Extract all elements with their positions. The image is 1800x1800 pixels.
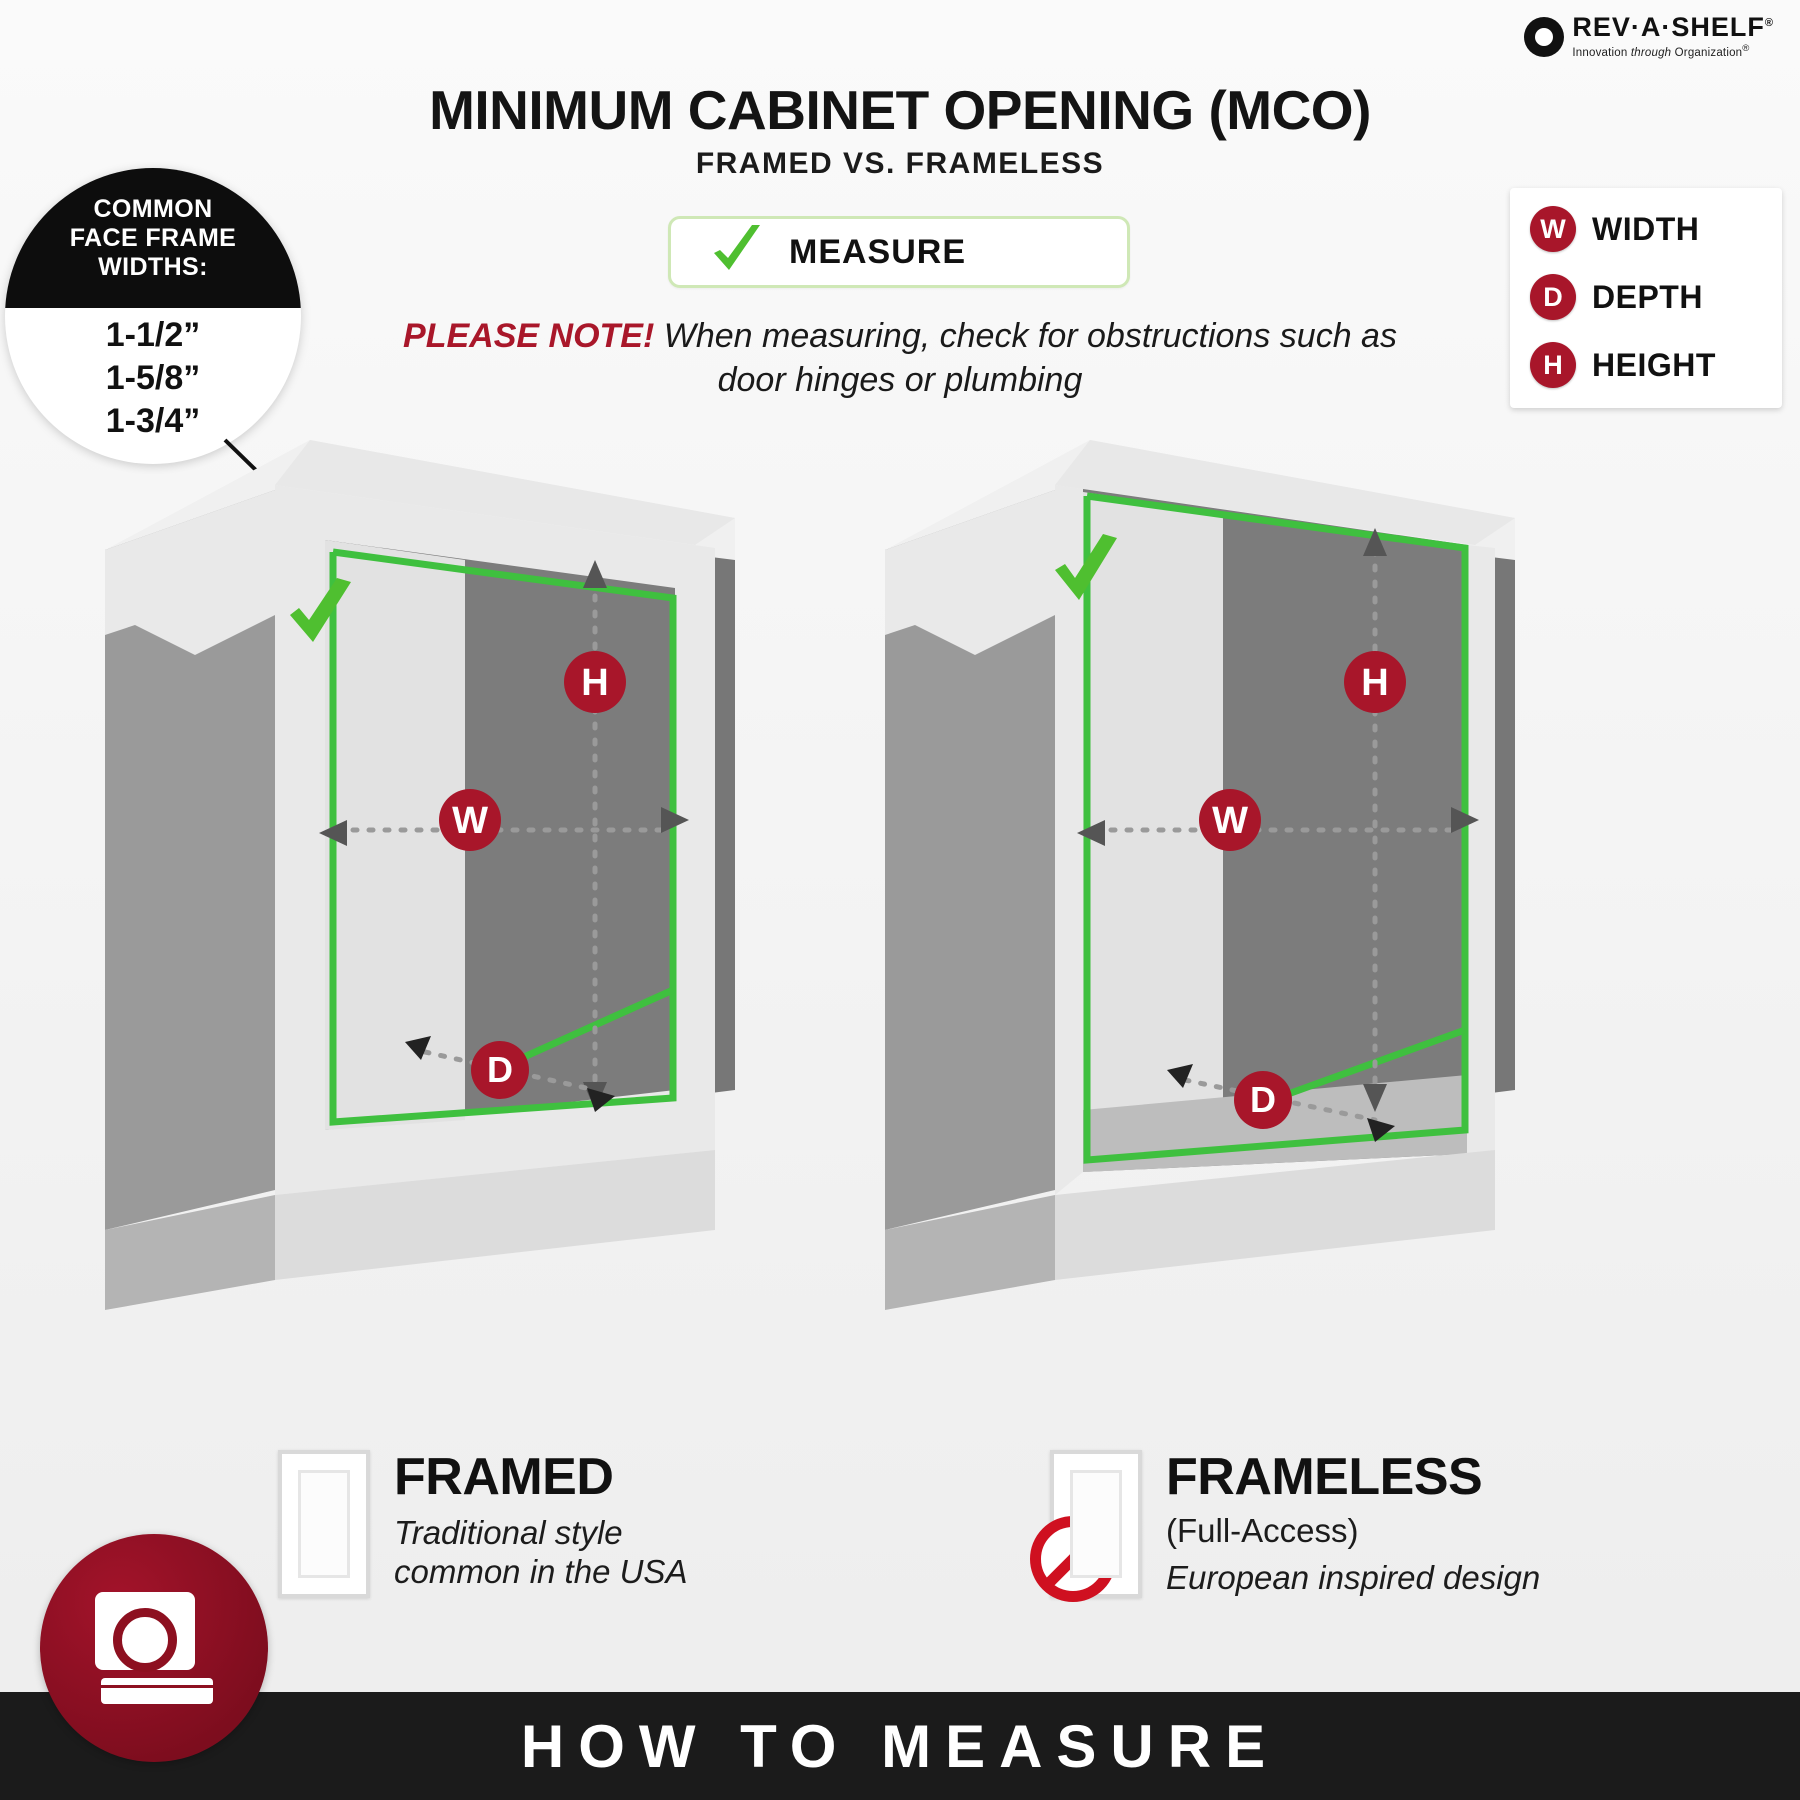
height-badge: H bbox=[1530, 342, 1576, 388]
face-frame-heading-line2: FACE FRAME bbox=[69, 223, 237, 252]
face-frame-heading-line1: COMMON bbox=[93, 194, 213, 223]
frameless-title: FRAMELESS bbox=[1166, 1448, 1483, 1506]
page-title: MINIMUM CABINET OPENING (MCO) bbox=[429, 79, 1371, 141]
face-frame-bubble bbox=[5, 168, 301, 464]
brand-tagline-mid: through bbox=[1630, 46, 1672, 59]
green-check-icon bbox=[711, 223, 763, 281]
svg-text:H: H bbox=[1361, 662, 1389, 704]
brand-tagline-post: Organization bbox=[1671, 46, 1743, 59]
face-frame-width-2: 1-5/8” bbox=[105, 359, 201, 397]
legend-label-height: HEIGHT bbox=[1592, 346, 1716, 383]
svg-text:W: W bbox=[1212, 800, 1248, 842]
brand-name: REV·A·SHELF bbox=[1572, 12, 1765, 42]
measure-badge bbox=[668, 216, 1130, 288]
brand-tagline-pre: Innovation bbox=[1572, 46, 1631, 59]
face-frame-heading-line3: WIDTHS: bbox=[98, 252, 208, 281]
page-subtitle: FRAMED VS. FRAMELESS bbox=[695, 147, 1105, 180]
brand-registered: ® bbox=[1764, 17, 1774, 29]
footer-bar bbox=[0, 1692, 1800, 1800]
frameless-sub-line1: European inspired design bbox=[1166, 1559, 1541, 1597]
framed-sub-line1: Traditional style bbox=[394, 1513, 623, 1551]
svg-text:W: W bbox=[452, 800, 488, 842]
dimension-legend bbox=[1510, 188, 1782, 408]
circle-logo-icon bbox=[1524, 17, 1564, 57]
svg-text:D: D bbox=[487, 1049, 513, 1090]
tape-measure-icon bbox=[40, 1534, 268, 1762]
face-frame-heading bbox=[5, 168, 301, 308]
frameless-cabinet-diagram bbox=[855, 430, 1555, 1330]
no-frame-icon bbox=[1050, 1450, 1142, 1598]
legend-row-depth bbox=[1530, 274, 1766, 320]
prohibition-icon bbox=[1030, 1516, 1116, 1602]
measuring-note bbox=[400, 315, 1400, 402]
frameless-paren: (Full-Access) bbox=[1166, 1511, 1359, 1549]
face-frame-width-1: 1-1/2” bbox=[105, 316, 201, 354]
legend-label-depth: DEPTH bbox=[1592, 278, 1703, 315]
width-badge: W bbox=[1530, 206, 1576, 252]
framed-caption bbox=[278, 1450, 687, 1598]
legend-row-height bbox=[1530, 342, 1766, 388]
brand-tagline-registered: ® bbox=[1742, 43, 1750, 54]
framed-title: FRAMED bbox=[394, 1448, 614, 1506]
framed-cabinet-diagram bbox=[75, 430, 775, 1330]
svg-text:D: D bbox=[1250, 1079, 1276, 1120]
frameless-caption bbox=[1050, 1450, 1540, 1598]
depth-badge: D bbox=[1530, 274, 1576, 320]
cabinet-frame-icon bbox=[278, 1450, 370, 1598]
note-body: When measuring, check for obstructions such as door hinges or plumbing bbox=[654, 317, 1397, 399]
svg-text:H: H bbox=[581, 662, 609, 704]
face-frame-width-list bbox=[5, 308, 301, 441]
tape-strip-shape bbox=[101, 1678, 213, 1704]
legend-label-width: WIDTH bbox=[1592, 210, 1700, 247]
note-emphasis: PLEASE NOTE! bbox=[403, 317, 655, 355]
tape-body-shape bbox=[95, 1592, 195, 1670]
footer-title: HOW TO MEASURE bbox=[520, 1712, 1280, 1780]
measure-label: MEASURE bbox=[789, 232, 967, 271]
face-frame-width-3: 1-3/4” bbox=[105, 402, 201, 440]
brand-logo bbox=[1524, 14, 1774, 59]
legend-row-width bbox=[1530, 206, 1766, 252]
framed-sub-line2: common in the USA bbox=[394, 1553, 688, 1591]
